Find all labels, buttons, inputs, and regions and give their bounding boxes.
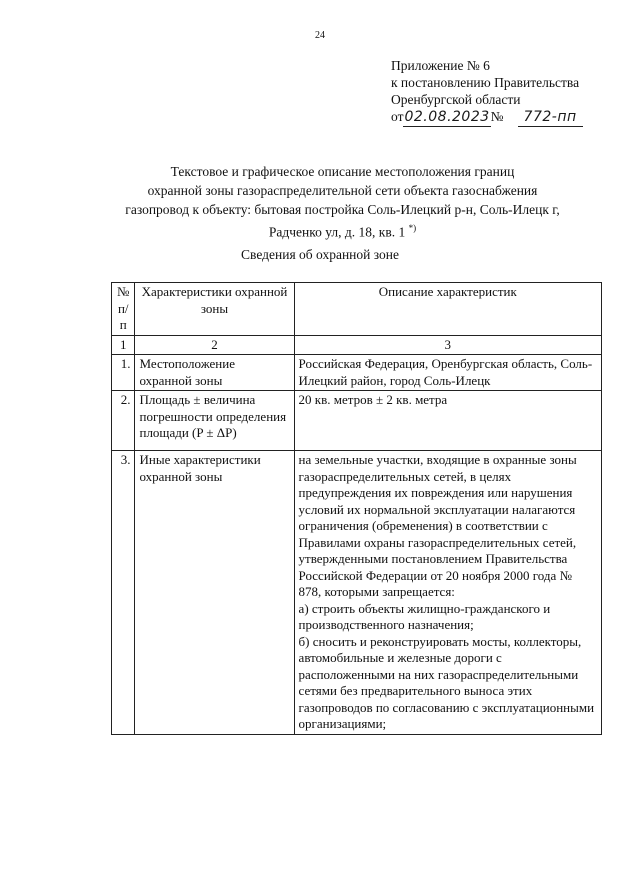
row-number: 1.: [112, 355, 135, 391]
column-number-2: 2: [135, 335, 294, 355]
header-description: Описание характеристик: [294, 283, 601, 336]
handwritten-number: 772-пп: [518, 109, 583, 127]
row-characteristic: Местоположение охранной зоны: [135, 355, 294, 391]
title-line-4: [80, 219, 605, 242]
appendix-resolution: к постановлению Правительства: [391, 75, 580, 90]
appendix-block: [391, 57, 583, 127]
row-description: [294, 451, 601, 735]
appendix-title: Приложение № 6: [391, 58, 490, 73]
page-number: 24: [315, 30, 325, 41]
description-paragraph: на земельные участки, входящие в охранные зоны газораспределительных сетей, в целях предупреждения их повреждения или нарушения условий их нормальной эксплуатации налагаются ограничения (обременения) в соответствии с Правилами охраны газораспределительных сетей, утвержденными постановлением Правительства Российской Федерации от 20 ноября 2000 года № 878, которыми запрещается:: [298, 452, 577, 599]
date-prefix: от: [391, 109, 404, 124]
title-line-3: газопровод к объекту: бытовая постройка Соль-Илецкий р-н, Соль-Илецк г,: [125, 202, 560, 217]
table-row: [112, 391, 602, 451]
row-number: 3.: [112, 451, 135, 735]
row-characteristic: Иные характеристики охранной зоны: [135, 451, 294, 735]
column-number-1: 1: [112, 335, 135, 355]
header-number: № п/п: [112, 283, 135, 336]
title-line-2: охранной зоны газораспределительной сети объекта газоснабжения: [147, 183, 538, 198]
row-description: [294, 355, 601, 391]
table-header-row: [112, 283, 602, 336]
section-title: Сведения об охранной зоне: [241, 247, 399, 262]
footnote-mark: *): [408, 223, 417, 233]
row-characteristic: Площадь ± величина погрешности определения площади (P ± ΔP): [135, 391, 294, 451]
handwritten-date: 02.08.2023: [404, 109, 490, 125]
description-paragraph: б) сносить и реконструировать мосты, коллекторы, автомобильные и железные дороги с расположенными на них газораспределительными сетями без предварительного выноса этих газопроводов по согласованию с эксплуатационными организациями;: [298, 633, 595, 731]
row-description: [294, 391, 601, 451]
protection-zone-table: [111, 282, 602, 735]
number-prefix: №: [490, 109, 504, 124]
column-number-3: 3: [294, 335, 601, 355]
appendix-date-line: [391, 108, 583, 127]
header-characteristic: Характеристики охранной зоны: [135, 283, 294, 336]
description-paragraph: а) строить объекты жилищно-гражданского и производственного назначения;: [298, 600, 551, 632]
title-address: Радченко ул, д. 18, кв. 1: [268, 224, 406, 240]
table-row: [112, 451, 602, 735]
table-row: [112, 355, 602, 391]
appendix-region: Оренбургской области: [391, 92, 521, 107]
description-paragraph: Российская Федерация, Оренбургская область, Соль-Илецкий район, город Соль-Илецк: [298, 356, 593, 388]
row-number: 2.: [112, 391, 135, 451]
title-line-1: Текстовое и графическое описание местоположения границ: [170, 164, 515, 179]
document-title: [80, 162, 605, 242]
description-paragraph: 20 кв. метров ± 2 кв. метра: [298, 392, 448, 407]
column-number-row: [112, 335, 602, 355]
